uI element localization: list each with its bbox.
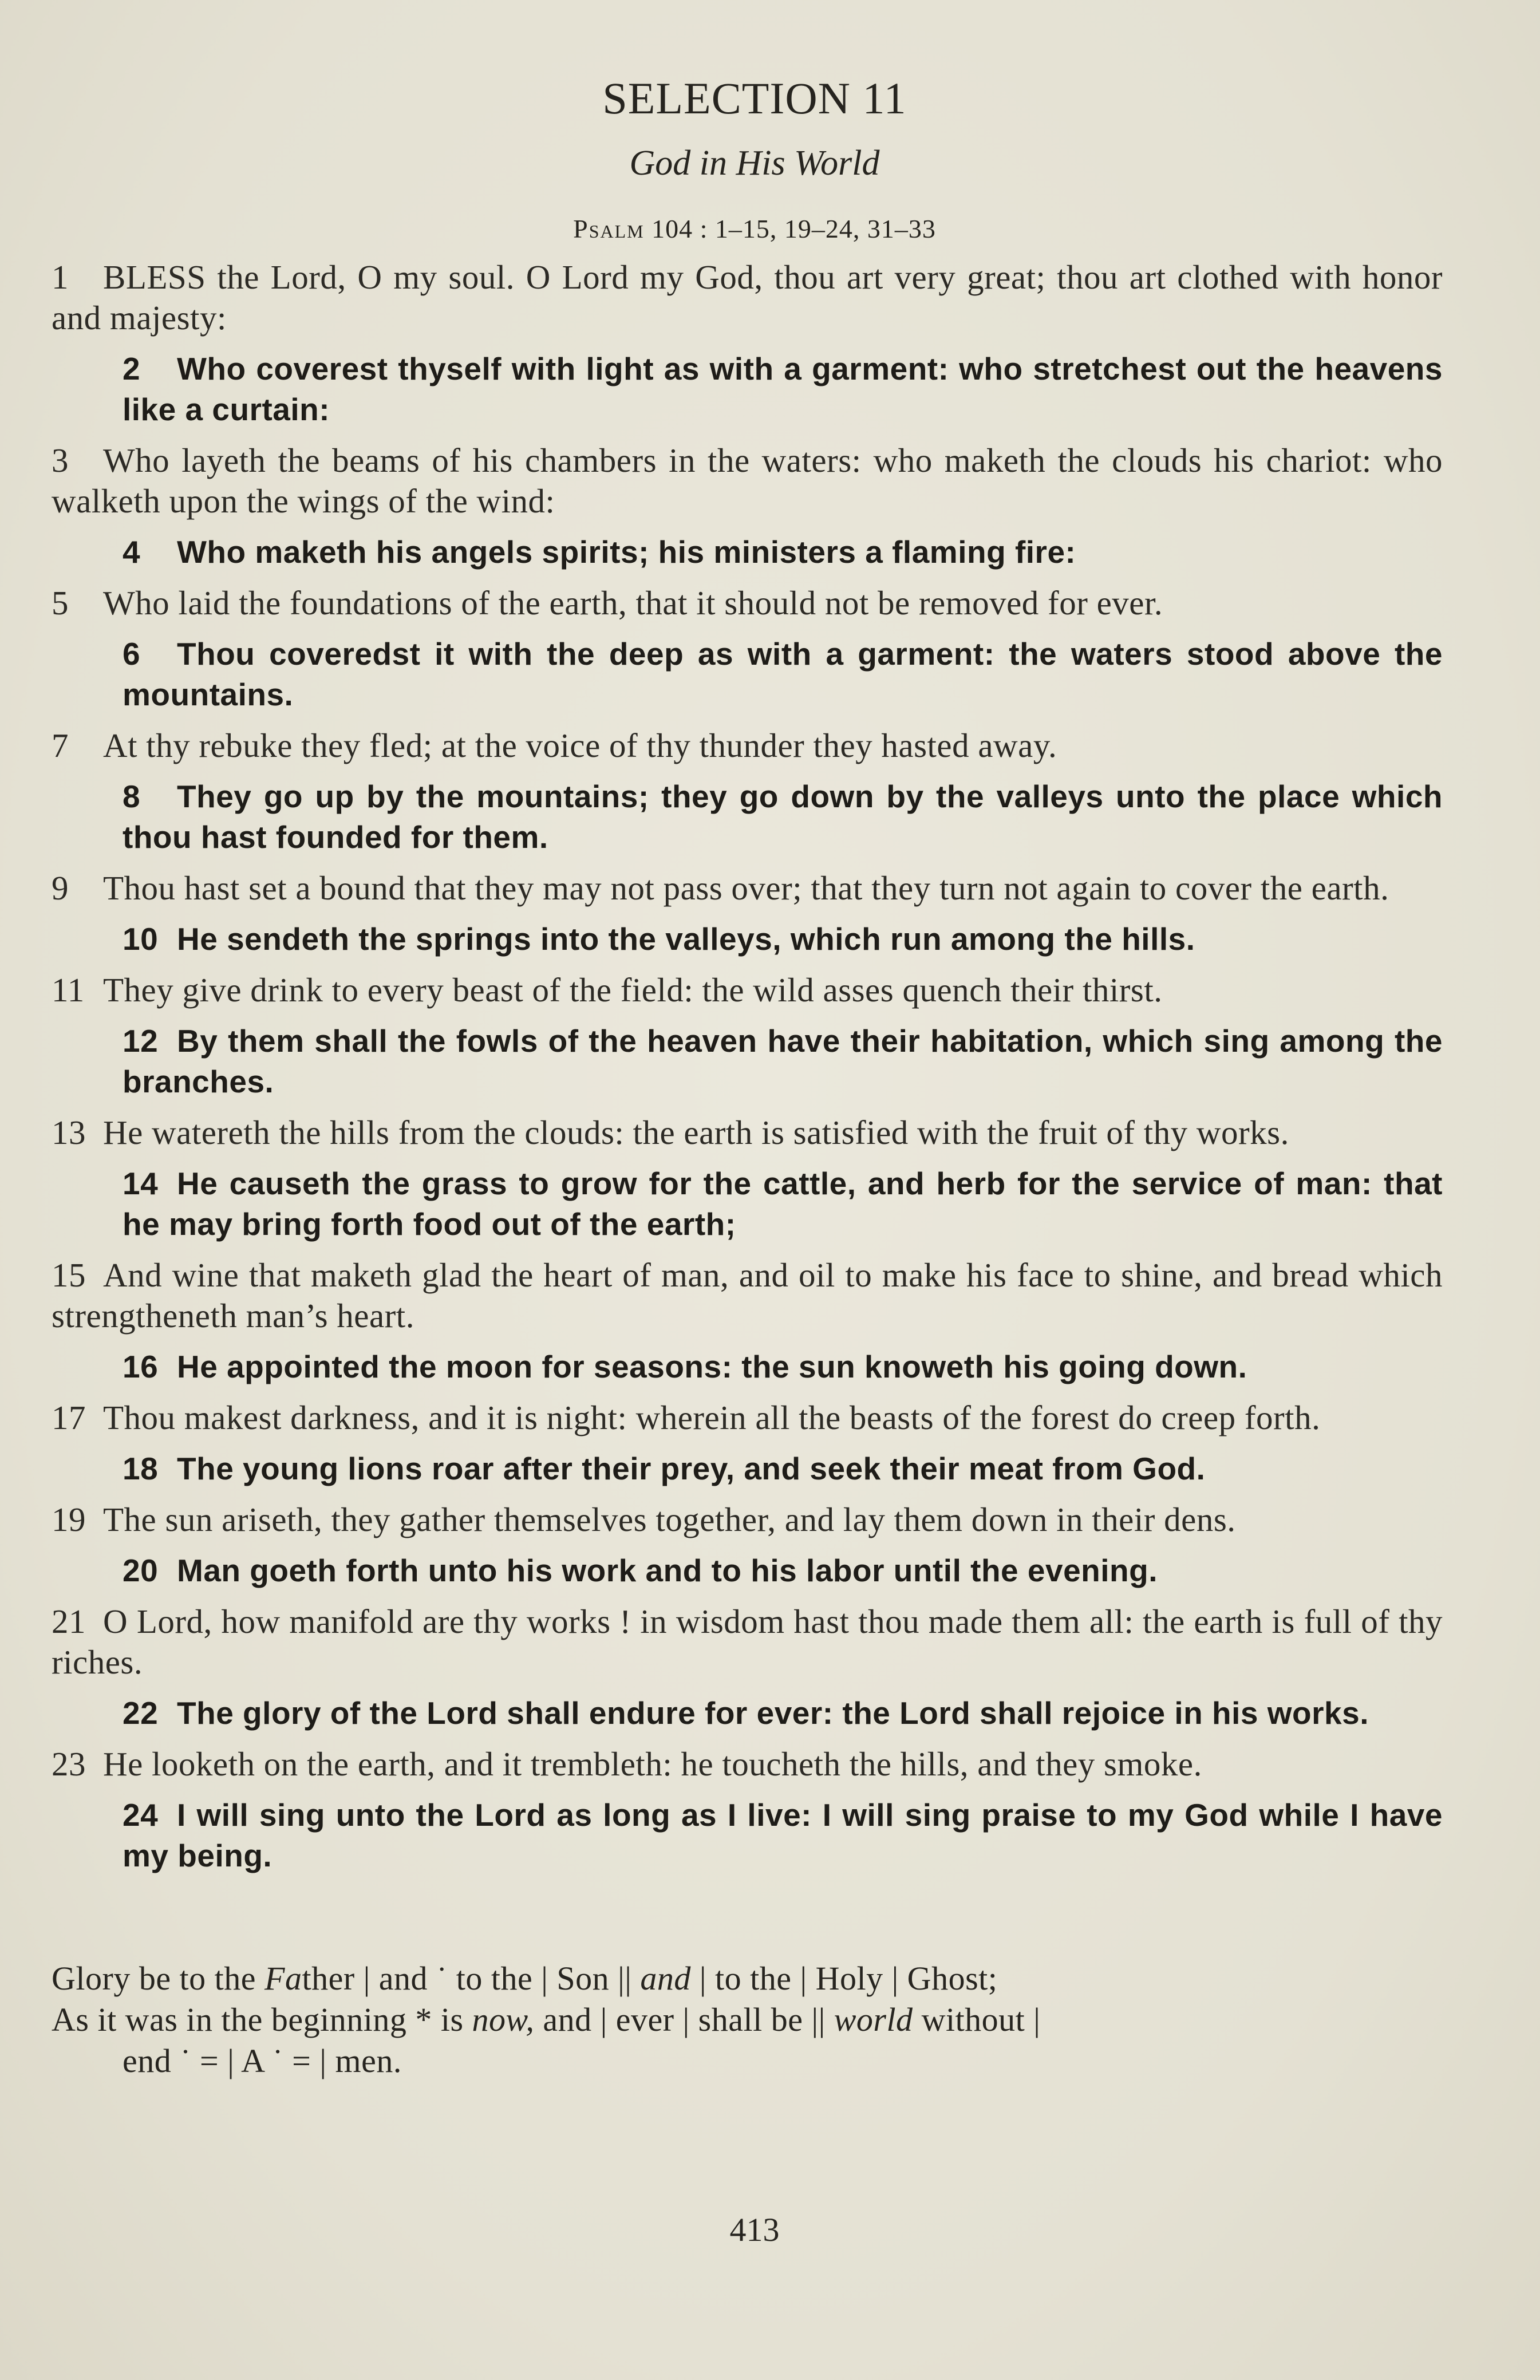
- verse-number: 23: [52, 1745, 86, 1783]
- scripture-reference: [0, 206, 1509, 252]
- selection-title: SELECTION 11: [602, 73, 907, 123]
- gloria-line-3: end ˙ = | A ˙ = | men.: [123, 2042, 402, 2079]
- page-number: 413: [729, 2211, 780, 2248]
- reference-book: Psalm: [573, 214, 645, 243]
- verse-text: BLESS the Lord, O my soul. O Lord my God, thou art very great; thou art clothed with honor and majesty:: [52, 258, 1443, 337]
- gloria-accent-text: Fa: [264, 1960, 302, 1997]
- verse-number: 21: [52, 1603, 86, 1640]
- verse-number: 14: [123, 1166, 159, 1201]
- verse: [52, 771, 1443, 863]
- gloria-text: As it was in the beginning * is: [52, 2001, 472, 2038]
- verse-number: 2: [123, 351, 141, 386]
- reference-range: 104 : 1–15, 19–24, 31–33: [651, 214, 936, 243]
- verse: [52, 914, 1443, 965]
- verse-number: 12: [123, 1023, 159, 1059]
- verse-number: 24: [123, 1797, 159, 1833]
- verse-text: They give drink to every beast of the field: the wild asses quench their thirst.: [103, 971, 1163, 1009]
- verse-text: At thy rebuke they fled; at the voice of thy thunder they hasted away.: [103, 727, 1057, 764]
- verse: [52, 1016, 1443, 1107]
- verse-text: Thou hast set a bound that they may not pass over; that they turn not again to cover the earth.: [103, 869, 1389, 907]
- verse: [52, 720, 1443, 771]
- verse-text: The young lions roar after their prey, and seek their meat from God.: [177, 1451, 1206, 1486]
- gloria-text: without |: [913, 2001, 1041, 2038]
- verse-number: 19: [52, 1501, 86, 1538]
- verse-text: And wine that maketh glad the heart of man, and oil to make his face to shine, and bread which strengtheneth man’s heart.: [52, 1256, 1443, 1335]
- verse: [52, 965, 1443, 1016]
- verse-number: 15: [52, 1256, 86, 1294]
- gloria-line-1: [52, 1958, 1443, 1999]
- verse-text: Thou makest darkness, and it is night: wherein all the beasts of the forest do creep forth.: [103, 1399, 1321, 1436]
- verse: [52, 1107, 1443, 1158]
- verse-text: He appointed the moon for seasons: the sun knoweth his going down.: [177, 1349, 1247, 1384]
- gloria-line-2: [52, 1999, 1443, 2040]
- verse: [52, 1392, 1443, 1443]
- verse-text: They go up by the mountains; they go down by the valleys unto the place which thou hast founded for them.: [123, 779, 1443, 855]
- verse: [52, 1545, 1443, 1596]
- verse: [52, 578, 1443, 629]
- verse: [52, 252, 1443, 344]
- verse: [52, 1443, 1443, 1494]
- verse-text: Man goeth forth unto his work and to his labor until the evening.: [177, 1553, 1158, 1588]
- verse-number: 10: [123, 921, 159, 957]
- verse-text: O Lord, how manifold are thy works ! in wisdom hast thou made them all: the earth is full of thy riches.: [52, 1603, 1443, 1681]
- verse: [52, 1250, 1443, 1341]
- verse-number: 8: [123, 779, 141, 814]
- verse-number: 17: [52, 1399, 86, 1436]
- verse-text: The sun ariseth, they gather themselves together, and lay them down in their dens.: [103, 1501, 1236, 1538]
- verse: [52, 1739, 1443, 1790]
- verse: [52, 527, 1443, 578]
- verse-text: He watereth the hills from the clouds: the earth is satisfied with the fruit of thy works.: [103, 1114, 1289, 1151]
- gloria-text: ther | and ˙ to the | Son ||: [302, 1960, 641, 1997]
- verse: [52, 1341, 1443, 1392]
- verse-text: Who maketh his angels spirits; his ministers a flaming fire:: [177, 534, 1076, 570]
- verse-number: 4: [123, 534, 141, 570]
- verse: [52, 863, 1443, 914]
- gloria-accent-text: world: [834, 2001, 913, 2038]
- verse-number: 11: [52, 971, 85, 1009]
- verse-number: 16: [123, 1349, 159, 1384]
- verse-text: By them shall the fowls of the heaven have their habitation, which sing among the branches.: [123, 1023, 1443, 1099]
- verse-number: 5: [52, 584, 69, 622]
- verse: [52, 629, 1443, 720]
- gloria-patri-chant: [52, 1958, 1443, 2082]
- verse-text: Thou coveredst it with the deep as with a garment: the waters stood above the mountains.: [123, 636, 1443, 712]
- verse: [52, 1494, 1443, 1545]
- verse-number: 3: [52, 441, 69, 479]
- verse: [52, 344, 1443, 435]
- verse-number: 6: [123, 636, 141, 672]
- gloria-accent-text: now,: [472, 2001, 535, 2038]
- verse-text: He causeth the grass to grow for the cattle, and herb for the service of man: that he may bring forth food out of the earth;: [123, 1166, 1443, 1242]
- verse: [52, 1158, 1443, 1250]
- verse-text: Who coverest thyself with light as with a garment: who stretchest out the heavens like a curtain:: [123, 351, 1443, 427]
- selection-subtitle: God in His World: [629, 144, 880, 183]
- responsive-reading: [52, 252, 1443, 1881]
- verse-number: 1: [52, 258, 69, 296]
- verse-text: I will sing unto the Lord as long as I live: I will sing praise to my God while I have my being.: [123, 1797, 1443, 1873]
- verse-text: Who layeth the beams of his chambers in the waters: who maketh the clouds his chariot: who walketh upon the wings of the wind:: [52, 441, 1443, 520]
- gloria-text: and | ever | shall be ||: [534, 2001, 834, 2038]
- verse-text: He sendeth the springs into the valleys, which run among the hills.: [177, 921, 1195, 957]
- verse-text: The glory of the Lord shall endure for ever: the Lord shall rejoice in his works.: [177, 1695, 1369, 1731]
- gloria-accent-text: and: [640, 1960, 691, 1997]
- gloria-text: | to the | Holy | Ghost;: [690, 1960, 998, 1997]
- verse-text: Who laid the foundations of the earth, that it should not be removed for ever.: [103, 584, 1163, 622]
- verse-number: 9: [52, 869, 69, 907]
- gloria-text: Glory be to the: [52, 1960, 265, 1997]
- verse: [52, 1790, 1443, 1881]
- verse-number: 7: [52, 727, 69, 764]
- verse: [52, 1596, 1443, 1688]
- verse-number: 22: [123, 1695, 159, 1731]
- verse-text: He looketh on the earth, and it trembleth: he toucheth the hills, and they smoke.: [103, 1745, 1202, 1783]
- verse: [52, 435, 1443, 527]
- verse-number: 13: [52, 1114, 86, 1151]
- verse-number: 20: [123, 1553, 159, 1588]
- verse: [52, 1688, 1443, 1739]
- verse-number: 18: [123, 1451, 159, 1486]
